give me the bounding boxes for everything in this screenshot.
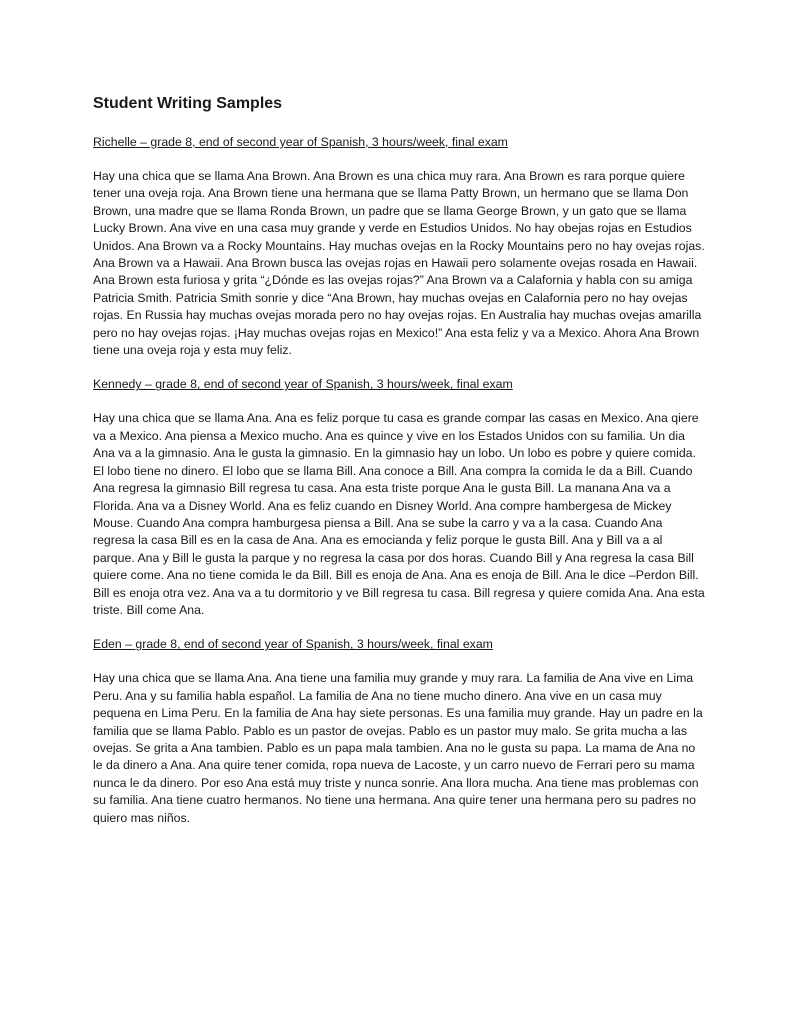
page-title: Student Writing Samples: [93, 95, 283, 112]
writing-sample-kennedy: [93, 376, 705, 619]
sample-text: Hay una chica que se llama Ana. Ana tiene una familia muy grande y muy rara. La familia de Ana vive en Lima Peru. Ana y su familia habla español. La familia de Ana no tiene mucho dinero. Ana vive en un casa muy pequena en Lima Peru. En la familia de Ana hay siete personas. Es una familia muy grande. Hay un padre en la familia que se llama Pablo. Pablo es un pastor de ovejas. Pablo es un pastor muy malo. Se grita mucha a las ovejas. Se grita a Ana tambien. Pablo es un papa mala tambien. Ana no le gusta su papa. La mama de Ana no le da dinero a Ana. Ana quire tener comida, ropa nueva de Lacoste, y un carro nuevo de Ferrari pero su mama nunca le da dinero. Por eso Ana está muy triste y nunca sonrie. Ana llora mucha. Ana tiene mas problemas con su familia. Ana tiene cuatro hermanos. No tiene una hermana. Ana quire tener una hermana pero su padres no quiero mas niños.: [93, 671, 703, 825]
writing-sample-eden: [93, 636, 705, 827]
sample-heading: Eden – grade 8, end of second year of Spanish, 3 hours/week, final exam: [93, 637, 493, 652]
sample-heading: Kennedy – grade 8, end of second year of Spanish, 3 hours/week, final exam: [93, 377, 513, 392]
document-page: [93, 94, 705, 844]
sample-text: Hay una chica que se llama Ana Brown. Ana Brown es una chica muy rara. Ana Brown es rara porque quiere tener una oveja roja. Ana Brown tiene una hermana que se llama Patty Brown, un hermano que se llama Don Brown, una madre que se llama Ronda Brown, un padre que se llama George Brown, y un gato que se llama Lucky Brown. Ana vive en una casa muy grande y verde en Estudios Unidos. No hay obejas rojas en Estudios Unidos. Ana Brown va a Rocky Mountains. Hay muchas ovejas en la Rocky Mountains pero no hay ovejas rojas. Ana Brown va a Hawaii. Ana Brown busca las ovejas rojas en Hawaii pero solamente ovejas rosada en Hawaii. Ana Brown esta furiosa y grita “¿Dónde es las ovejas rojas?” Ana Brown va a Calafornia y habla con su amiga Patricia Smith. Patricia Smith sonrie y dice “Ana Brown, hay muchas ovejas en Calafornia pero no hay ovejas rojas. En Russia hay muchas ovejas morada pero no hay ovejas rojas. En Australia hay muchas ovejas amarilla pero no hay ovejas rojas. ¡Hay muchas ovejas rojas en Mexico!” Ana esta feliz y va a Mexico. Ahora Ana Brown tiene una oveja roja y esta muy feliz.: [93, 169, 705, 358]
sample-text: Hay una chica que se llama Ana. Ana es feliz porque tu casa es grande compar las casas en Mexico. Ana qiere va a Mexico. Ana piensa a Mexico mucho. Ana es quince y vive en los Estados Unidos con su familia. Un dia Ana va a la gimnasio. Ana le gusta la gimnasio. En la gimnasio hay un lobo. Un lobo es pobre y quiere comida. El lobo tiene no dinero. El lobo que se llama Bill. Ana conoce a Bill. Ana compra la comida le da a Bill. Cuando Ana regresa la gimnasio Bill regresa tu casa. Ana esta triste porque Ana le gusta Bill. La manana Ana va a Florida. Ana va a Disney World. Ana es feliz cuando en Disney World. Ana compre hambergesa de Mickey Mouse. Cuando Ana compra hamburgesa piensa a Bill. Ana se sube la carro y va a la casa. Cuando Ana regresa la casa Bill es en la casa de Ana. Ana es emocianda y feliz porque le gusta Bill. Ana y Bill va a al parque. Ana y Bill le gusta la parque y no regresa la casa por dos horas. Cuando Bill y Ana regresa la casa Bill quiere come. Ana no tiene comida le da Bill. Bill es enoja de Ana. Ana es enoja de Bill. Ana le dice –Perdon Bill. Bill es enoja otra vez. Ana va a tu dormitorio y ve Bill regresa tu casa. Bill regresa y quiere comida Ana. Ana esta triste. Bill come Ana.: [93, 411, 705, 617]
writing-sample-richelle: [93, 134, 705, 359]
sample-heading: Richelle – grade 8, end of second year of Spanish, 3 hours/week, final exam: [93, 135, 508, 149]
